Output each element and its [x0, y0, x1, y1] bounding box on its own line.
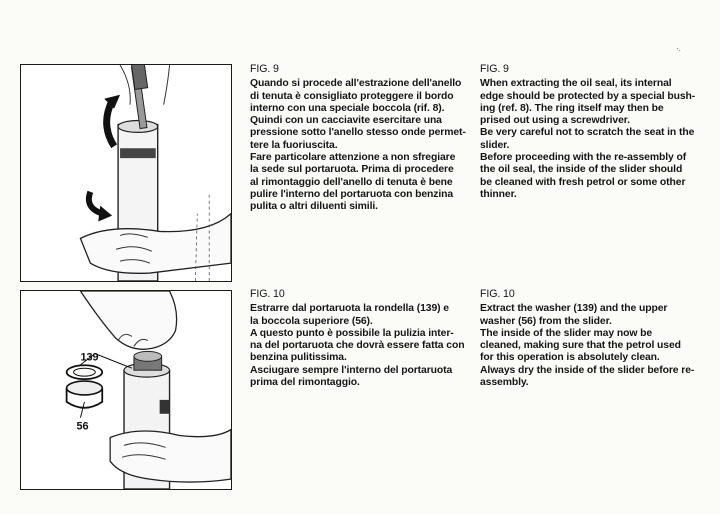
fig9-drawing — [21, 65, 231, 281]
fig10-italian-title: FIG. 10 — [250, 288, 285, 300]
fig9-italian-text: Quando si procede all'estrazione dell'anello di tenuta è consigliato proteggere il bordo interno con una speciale boccola (rif. 8). Quindi con un cacciavite esercitare una pressione sotto l'anello stesso onde permet- tere la fuoriuscita. Fare particolare attenzione a non sfregiare la sede sul portaruota. Prima di procedere al rimontaggio dell'anello di tenuta è bene pulire l'interno del portaruota con benzina pulita o altri diluenti simili. — [250, 78, 466, 213]
fig9-italian — [250, 63, 472, 214]
fig10-english-title: FIG. 10 — [480, 288, 515, 300]
callout-56: 56 — [76, 420, 89, 433]
fig9-english-title: FIG. 9 — [480, 63, 509, 75]
fig9-english-text: When extracting the oil seal, its internal edge should be protected by a special bush- ing (ref. 8). The ring itself may then be prised out using a screwdriver. Be very careful not to scratch the seat in the slider. Before proceeding with the re-assembly of the oil seal, the inside of the slider should be cleaned with fresh petrol or some other thinner. — [480, 78, 696, 200]
fig10-drawing — [21, 291, 231, 489]
callout-139: 139 — [80, 351, 99, 364]
fig9-english — [480, 63, 702, 201]
fig10-illustration — [20, 290, 232, 490]
fig10-english — [480, 288, 702, 389]
fig9-italian-title: FIG. 9 — [250, 63, 279, 75]
scan-speck: ·. — [676, 44, 681, 53]
fig10-italian-text: Estrarre dal portaruota la rondella (139) e la boccola superiore (56). A questo punto è possibile la pulizia inter- na del portaruota che dovrà essere fatta con benzina pulitissima. Asciugare sempre l'interno del portaruota prima del rimontaggio. — [250, 303, 465, 389]
fig9-illustration — [20, 64, 232, 282]
fig10-english-text: Extract the washer (139) and the upper washer (56) from the slider. The inside of the slider may now be cleaned, making sure that the petrol used for this operation is absolutely clean. Always dry the inside of the slider before re- assembly. — [480, 303, 695, 389]
fig10-italian — [250, 288, 472, 389]
